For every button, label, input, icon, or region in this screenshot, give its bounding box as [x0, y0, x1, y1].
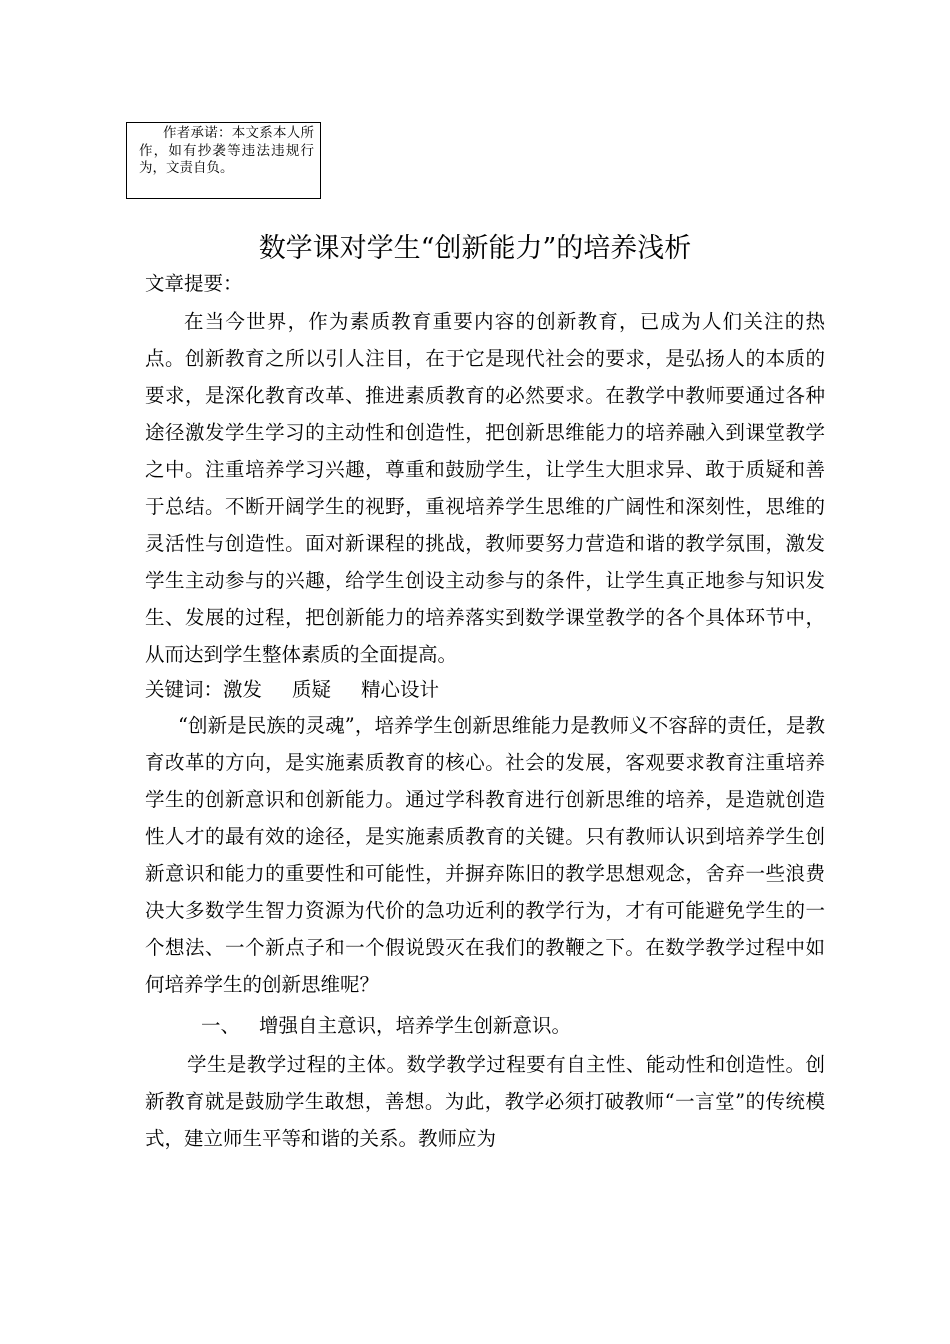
- author-pledge-box: [126, 122, 321, 199]
- article-body: [145, 270, 825, 1157]
- intro-paragraph: “创新是民族的灵魂”，培养学生创新思维能力是教师义不容辞的责任，是教育改革的方向，是实施素质教育的核心。社会的发展，客观要求教育注重培养学生的创新意识和创新能力。通过学科教育进行创新思维的培养，是造就创造性人才的最有效的途径，是实施素质教育的关键。只有教师认识到培养学生创新意识和能力的重要性和可能性，并摒弃陈旧的教学思想观念，舍弃一些浪费决大多数学生智力资源为代价的急功近利的教学行为，才有可能避免学生的一个想法、一个新点子和一个假说毁灭在我们的教鞭之下。在数学教学过程中如何培养学生的创新思维呢？: [145, 714, 825, 996]
- section-paragraph: 学生是教学过程的主体。数学教学过程要有自主性、能动性和创造性。创新教育就是鼓励学生敢想，善想。为此，教学必须打破教师“一言堂”的传统模式，建立师生平等和谐的关系。教师应为: [145, 1053, 825, 1150]
- section-heading-text: 增强自主意识，培养学生创新意识。: [259, 1014, 572, 1037]
- keywords-label: 关键词：: [145, 678, 224, 701]
- abstract-paragraph: 在当今世界，作为素质教育重要内容的创新教育，已成为人们关注的热点。创新教育之所以引人注目，在于它是现代社会的要求，是弘扬人的本质的要求，是深化教育改革、推进素质教育的必然要求。在教学中教师要通过各种途径激发学生学习的主动性和创造性，把创新思维能力的培养融入到课堂教学之中。注重培养学习兴趣，尊重和鼓励学生，让学生大胆求异、敢于质疑和善于总结。不断开阔学生的视野，重视培养学生思维的广阔性和深刻性，思维的灵活性与创造性。面对新课程的挑战，教师要努力营造和谐的教学氛围，激发学生主动参与的兴趣，给学生创设主动参与的条件，让学生真正地参与知识发生、发展的过程，把创新能力的培养落实到数学课堂教学的各个具体环节中，从而达到学生整体素质的全面提高。: [145, 310, 825, 666]
- author-pledge-text: 作者承诺：本文系本人所作，如有抄袭等违法违规行为，文责自负。: [139, 125, 314, 176]
- section-number: 一、: [201, 1014, 241, 1037]
- keyword-item: 精心设计: [361, 678, 440, 701]
- article-title: 数学课对学生“创新能力”的培养浅析: [258, 233, 692, 264]
- section-heading: [145, 1006, 825, 1046]
- abstract-label: 文章提要：: [145, 272, 243, 295]
- keyword-item: 质疑: [292, 678, 332, 701]
- keywords-line: [145, 673, 825, 707]
- keyword-item: 激发: [223, 678, 263, 701]
